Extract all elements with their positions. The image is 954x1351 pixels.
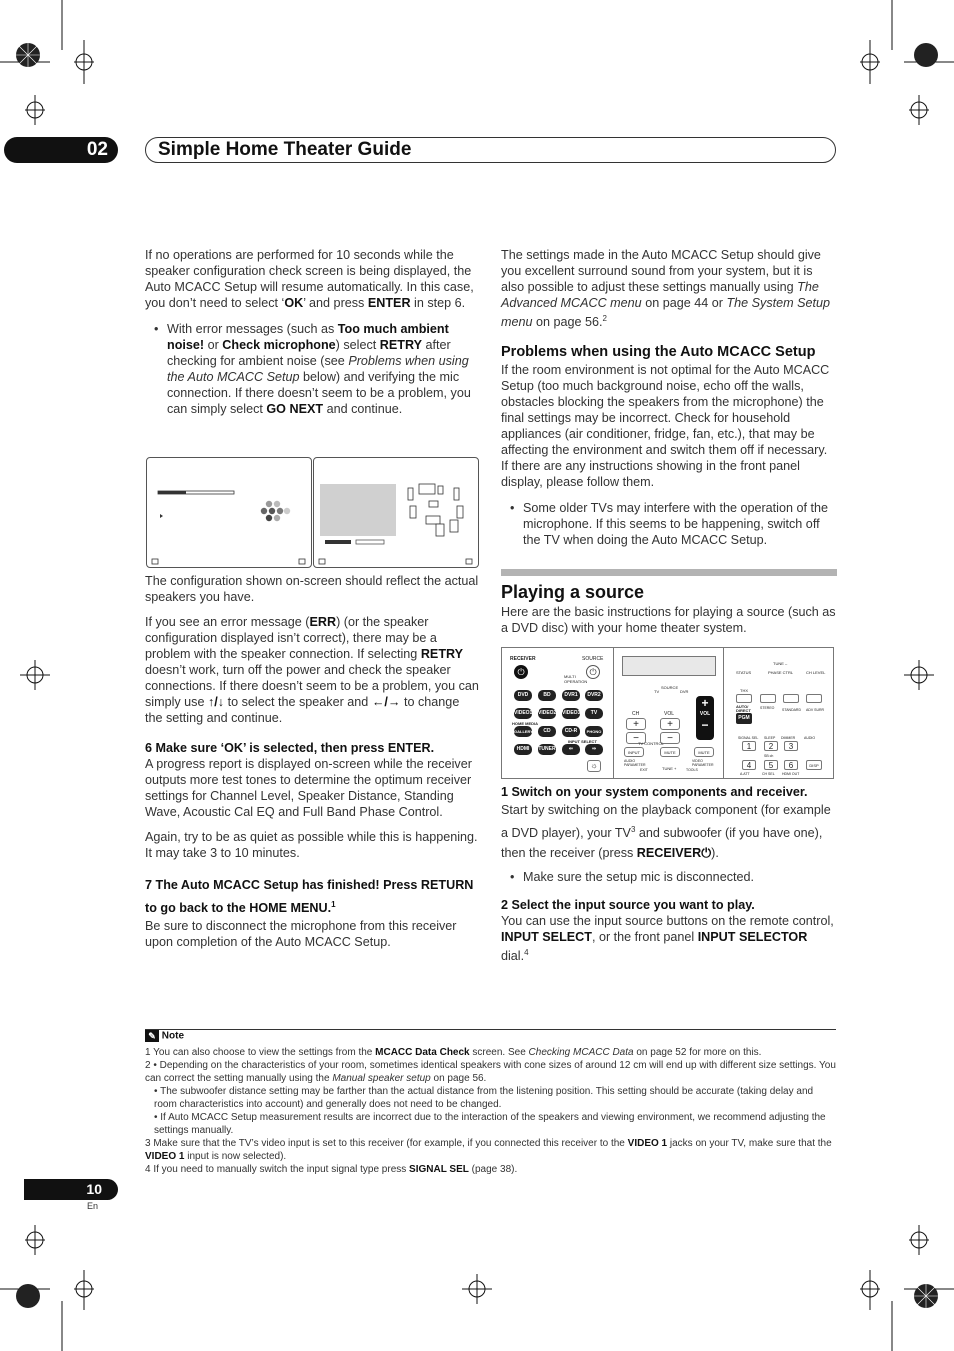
footnote-2-subwoofer: • The subwoofer distance setting may be farther than the actual distance from the listening position. This setting should be accurate (taking delay and room characteristics into account) and generally does not need to be changed. xyxy=(154,1086,814,1110)
error-messages-bullet: • With error messages (such as Too much ambient noise! or Check microphone) select RETRY after checking for ambient noise (see Problems when using the Auto MCACC Setup below) and verifying the mic connection. If there doesn’t seem to be a problem, you can simply select GO NEXT and continue. xyxy=(145,321,479,417)
ch-up-button: + xyxy=(626,718,646,730)
remote-control-illustration xyxy=(501,647,834,779)
mic-disconnected-bullet: • Make sure the setup mic is disconnected. xyxy=(501,869,837,885)
a-att-label: A.ATT xyxy=(740,772,750,776)
video-param-label: VIDEO PARAMETER xyxy=(692,759,714,767)
left-column-top xyxy=(145,247,479,423)
auto-resume-paragraph: If no operations are performed for 10 seconds while the speaker configuration check screen is being displayed, the Auto MCACC Setup will resume automatically. In this case, you don’t need to select ‘OK’ and press ENTER in step 6. xyxy=(145,248,474,310)
tools-label: TOOLS xyxy=(686,768,698,772)
error-message-paragraph: If you see an error message (ERR) (or the speaker configuration displayed isn’t correct), there may be a problem with the speaker connection. If selecting RETRY doesn’t work, turn off the power and check the speaker connections. If there doesn’t seem to be a problem, you can simply use ↑/↓ to select the speaker and ←/→ to change the setting and continue. xyxy=(145,615,479,725)
stereo-button xyxy=(760,694,776,703)
sb-ch-label: SB ch xyxy=(764,754,774,758)
tv-vol-label: VOL xyxy=(664,711,675,717)
remote-middle-panel xyxy=(616,648,724,779)
playing-source-heading: Playing a source xyxy=(501,582,645,603)
audio-label: AUDIO xyxy=(804,736,816,740)
dvr-mode-label: DVR xyxy=(680,689,689,694)
light-button: ☼ xyxy=(587,760,601,772)
footnote-rule xyxy=(145,1029,836,1030)
cdr-button: CD-R xyxy=(562,726,580,737)
step-6-heading: 6 Make sure ‘OK’ is selected, then press ENTER. xyxy=(145,741,435,755)
mute-button: MUTE xyxy=(694,747,714,757)
standard-button xyxy=(783,694,799,703)
room-environment-paragraph: If the room environment is not optimal for the Auto MCACC Setup (too much background noise, echo off the walls, obstacles blocking the speakers from the microphone) the final settings may be incorrect. Check for household appliances (air conditioner, fridge, fan, etc.), that may be affecting the environment and switch them off if necessary. If there are any instructions showing in the front panel display, please follow them. xyxy=(501,363,830,490)
hdmi-out-label: HDMI OUT xyxy=(782,772,800,776)
ch-sel-label: CH SEL xyxy=(762,772,775,776)
older-tv-bullet: • Some older TVs may interfere with the operation of the microphone. If this seems to be happening, switch off the TV when doing the Auto MCACC Setup. xyxy=(501,500,837,548)
chapter-title: Simple Home Theater Guide xyxy=(158,139,412,160)
tv-vol-up-button: + xyxy=(660,718,680,730)
num-4-button: 4 xyxy=(742,760,756,770)
tuner-button: TUNER xyxy=(538,744,556,755)
hdmi-button: HDMI xyxy=(514,744,532,755)
section-divider-bar xyxy=(501,569,837,576)
video3-button: VIDEO3 xyxy=(562,708,580,719)
ch-down-button: − xyxy=(626,732,646,744)
bd-button: BD xyxy=(538,690,556,701)
progress-screen-illustration xyxy=(147,458,313,569)
dvr1-button: DVR1 xyxy=(562,690,580,701)
num-2-button: 2 xyxy=(764,741,778,751)
footnote-1: 1 You can also choose to view the settings from the MCACC Data Check screen. See Checking MCACC Data on page 52 for more on this. xyxy=(145,1047,762,1058)
dimmer-label: DIMMER xyxy=(781,736,796,740)
tv-input-button: INPUT xyxy=(624,747,644,757)
mcacc-progress-screen xyxy=(146,457,312,568)
disconnect-mic-paragraph: Be sure to disconnect the microphone from this receiver upon completion of the Auto MCACC Setup. xyxy=(145,919,457,950)
video1-button: VIDEO1 xyxy=(514,708,532,719)
quiet-paragraph: Again, try to be as quiet as possible while this is happening. It may take 3 to 10 minutes. xyxy=(145,830,478,860)
source-label: SOURCE xyxy=(582,656,604,662)
tv-vol-down-button: − xyxy=(660,732,680,744)
receiver-label: RECEIVER xyxy=(510,656,536,662)
input-select-right-button: ⇒ xyxy=(585,744,603,755)
page-number: 10 xyxy=(24,1179,118,1200)
adv-surr-label: ADV SURR xyxy=(806,708,825,712)
footnotes xyxy=(145,1046,837,1176)
switch-on-paragraph: Start by switching on the playback component (for example a DVD player), your $TV^3$ and subwoofer (if you have one), then the receiver (press RECEIVER⏻). xyxy=(501,803,831,861)
disp-button: DISP xyxy=(806,760,822,770)
chapter-number: 02 xyxy=(4,137,118,163)
speaker-config-illustration xyxy=(314,458,480,569)
multi-operation-label: MULTI OPERATION xyxy=(564,674,588,684)
standard-label: STANDARD xyxy=(782,708,801,712)
master-vol-label: VOL xyxy=(699,711,711,717)
num-1-button: 1 xyxy=(742,741,756,751)
remote-left-panel xyxy=(502,648,614,779)
tv-control-label: TV CONTROL xyxy=(638,741,664,746)
gallery-button: GALLERY xyxy=(514,726,532,737)
video2-button: VIDEO2 xyxy=(538,708,556,719)
left-column-bottom xyxy=(145,573,479,956)
receiver-power-button: ⏻ xyxy=(514,665,528,679)
footnote-2-incorrect: • If Auto MCACC Setup measurement results are incorrect due to the interaction of the speakers and viewing environment, we recommend adjusting the settings manually. xyxy=(154,1112,826,1136)
ch-level-label: CH LEVEL xyxy=(806,670,826,675)
right-column xyxy=(501,247,837,642)
tune-plus-label: TUNE + xyxy=(662,766,677,771)
thx-button xyxy=(736,694,752,703)
pgm-button: PGM xyxy=(736,713,752,724)
footnote-4: 4 If you need to manually switch the input signal type press SIGNAL SEL (page 38). xyxy=(145,1164,518,1175)
auto-direct-label: AUTO/ DIRECT xyxy=(736,704,751,713)
chapter-title-box xyxy=(145,137,836,163)
phase-ctrl-label: PHASE CTRL xyxy=(768,670,794,675)
page-language: En xyxy=(87,1201,99,1211)
input-select-label: INPUT SELECT xyxy=(568,739,597,744)
footnote-2: 2 • Depending on the characteristics of your room, sometimes identical speakers with cone sizes of around 12 cm will end up with different size settings. You can correct the setting manually using the Manual speaker setup on page 56. xyxy=(145,1060,836,1084)
dvr2-button: DVR2 xyxy=(585,690,603,701)
adv-surr-button xyxy=(806,694,822,703)
right-column-steps xyxy=(501,784,837,970)
source-mode-label: SOURCE xyxy=(661,685,679,690)
note-pencil-icon: ✎ xyxy=(145,1030,159,1042)
tv-mute-button: MUTE xyxy=(660,747,680,757)
home-media-label: HOME MEDIA xyxy=(512,721,538,726)
tune-minus-label: TUNE – xyxy=(773,661,788,666)
audio-param-label: AUDIO PARAMETER xyxy=(624,759,646,767)
tv-button: TV xyxy=(585,708,603,719)
ch-label: CH xyxy=(632,711,640,717)
cd-button: CD xyxy=(538,726,556,737)
exit-label: EXIT xyxy=(640,768,648,772)
step-7-heading: 7 The Auto MCACC Setup has finished! Press RETURN to go back to the HOME MENU.$^1$ xyxy=(145,878,474,916)
input-source-paragraph: You can use the input source buttons on the remote control, INPUT SELECT, or the front panel INPUT SELECTOR dial.$^4$ xyxy=(501,914,834,964)
tv-mode-label: TV xyxy=(654,689,660,694)
master-volume-rocker: + VOL − xyxy=(696,696,714,740)
num-3-button: 3 xyxy=(784,741,798,751)
num-5-button: 5 xyxy=(764,760,778,770)
step-1-heading: 1 Switch on your system components and receiver. xyxy=(501,785,808,799)
input-select-left-button: ⇐ xyxy=(562,744,580,755)
footnote-3: 3 Make sure that the TV’s video input is set to this receiver (for example, if you connected this receiver to the VIDEO 1 jacks on your TV, make sure that the VIDEO 1 input is now selected). xyxy=(145,1138,832,1162)
stereo-label: STEREO xyxy=(760,706,775,710)
source-power-button: ⏻ xyxy=(586,665,600,679)
num-6-button: 6 xyxy=(784,760,798,770)
remote-right-panel xyxy=(726,648,834,779)
speaker-config-screen xyxy=(313,457,479,568)
thx-label: THX xyxy=(740,688,748,693)
progress-report-paragraph: A progress report is displayed on-screen while the receiver outputs more test tones to determine the optimum receiver settings for Channel Level, Speaker Distance, Standing Wave, Acoustic Cal EQ and Full Band Phase Control. xyxy=(145,757,472,819)
status-label: STATUS xyxy=(736,670,752,675)
step-2-heading: 2 Select the input source you want to play. xyxy=(501,898,755,913)
sleep-label: SLEEP xyxy=(764,736,776,740)
signal-sel-label: SIGNAL SEL xyxy=(738,736,759,740)
phono-button: PHONO xyxy=(585,726,603,737)
playing-intro-paragraph: Here are the basic instructions for playing a source (such as a DVD disc) with your home theater system. xyxy=(501,605,836,636)
note-heading: ✎ Note xyxy=(145,1030,184,1042)
problems-heading: Problems when using the Auto MCACC Setup xyxy=(501,344,816,361)
config-reflect-paragraph: The configuration shown on-screen should reflect the actual speakers you have. xyxy=(145,574,479,604)
dvd-button: DVD xyxy=(514,690,532,701)
manual-settings-paragraph: The settings made in the Auto MCACC Setup should give you excellent surround sound from your system, but it is also possible to adjust these settings manually using The Advanced MCACC menu on page 44 or The System Setup menu on page 56.$^2$ xyxy=(501,248,831,330)
remote-display xyxy=(622,656,716,676)
